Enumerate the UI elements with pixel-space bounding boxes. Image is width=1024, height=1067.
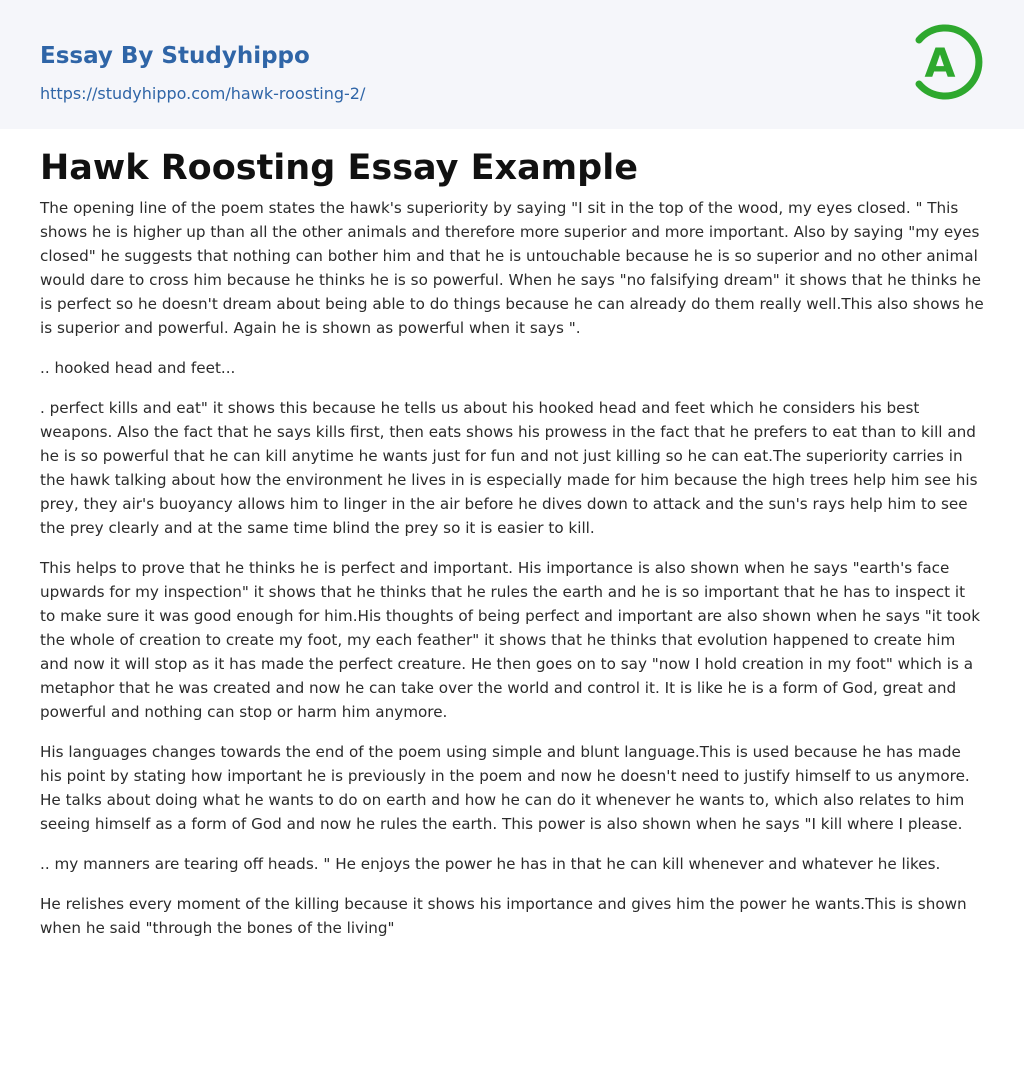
page-title: Hawk Roosting Essay Example (40, 148, 638, 188)
site-header (0, 0, 1024, 129)
article (0, 146, 1024, 940)
paragraph: He relishes every moment of the killing because it shows his importance and gives him the power he wants.This is shown when he said "through the bones of the living" (40, 895, 967, 937)
source-url-link[interactable]: https://studyhippo.com/hawk-roosting-2/ (40, 84, 366, 103)
paragraph: This helps to prove that he thinks he is perfect and important. His importance is also shown when he says "earth's face upwards for my inspection" it shows that he thinks that he rules the earth and he is so important that he has to inspect it to make sure it was good enough for him.His thoughts of being perfect and important are also shown when he says "it took the whole of creation to create my foot, my each feather" it shows that he thinks that evolution happened to create him and now it will stop as it has made the perfect creature. He then goes on to say "now I hold creation in my foot" which is a metaphor that he was created and now he can take over the world and control it. It is like he is a form of God, great and powerful and nothing can stop or harm him anymore. (40, 559, 981, 721)
paragraph: .. hooked head and feet... (40, 359, 236, 377)
logo-icon[interactable] (898, 17, 988, 107)
logo-letter: A (924, 41, 956, 87)
paragraph: . perfect kills and eat" it shows this because he tells us about his hooked head and feet which he considers his best weapons. Also the fact that he says kills first, then eats shows his prowess in the fact that he prefers to eat than to kill and he is so powerful that he can kill anytime he wants just for fun and not just killing so he can eat.The superiority carries in the hawk talking about how the environment he lives in is especially made for him because the high trees help him see his prey, they air's buoyancy allows him to linger in the air before he dives down to attack and the sun's rays help him to see the prey clearly and at the same time blind the prey so it is easier to kill. (40, 399, 978, 537)
paragraph: .. my manners are tearing off heads. " He enjoys the power he has in that he can kill whenever and whatever he likes. (40, 855, 941, 873)
essay-body (40, 196, 984, 940)
paragraph: The opening line of the poem states the hawk's superiority by saying "I sit in the top of the wood, my eyes closed. " This shows he is higher up than all the other animals and therefore more superior and more important. Also by saying "my eyes closed" he suggests that nothing can bother him and that he is untouchable because he is so superior and no other animal would dare to cross him because he thinks he is so powerful. When he says "no falsifying dream" it shows that he thinks he is perfect so he doesn't dream about being able to do things because he can already do them really well.This also shows he is superior and powerful. Again he is shown as powerful when it says ". (40, 199, 984, 337)
brand-title[interactable]: Essay By Studyhippo (40, 43, 310, 69)
paragraph: His languages changes towards the end of the poem using simple and blunt language.This is used because he has made his point by stating how important he is previously in the poem and now he doesn't need to justify himself to us anymore. He talks about doing what he wants to do on earth and how he can do it whenever he wants to, which also relates to him seeing himself as a form of God and now he rules the earth. This power is also shown when he says "I kill where I please. (40, 743, 970, 833)
